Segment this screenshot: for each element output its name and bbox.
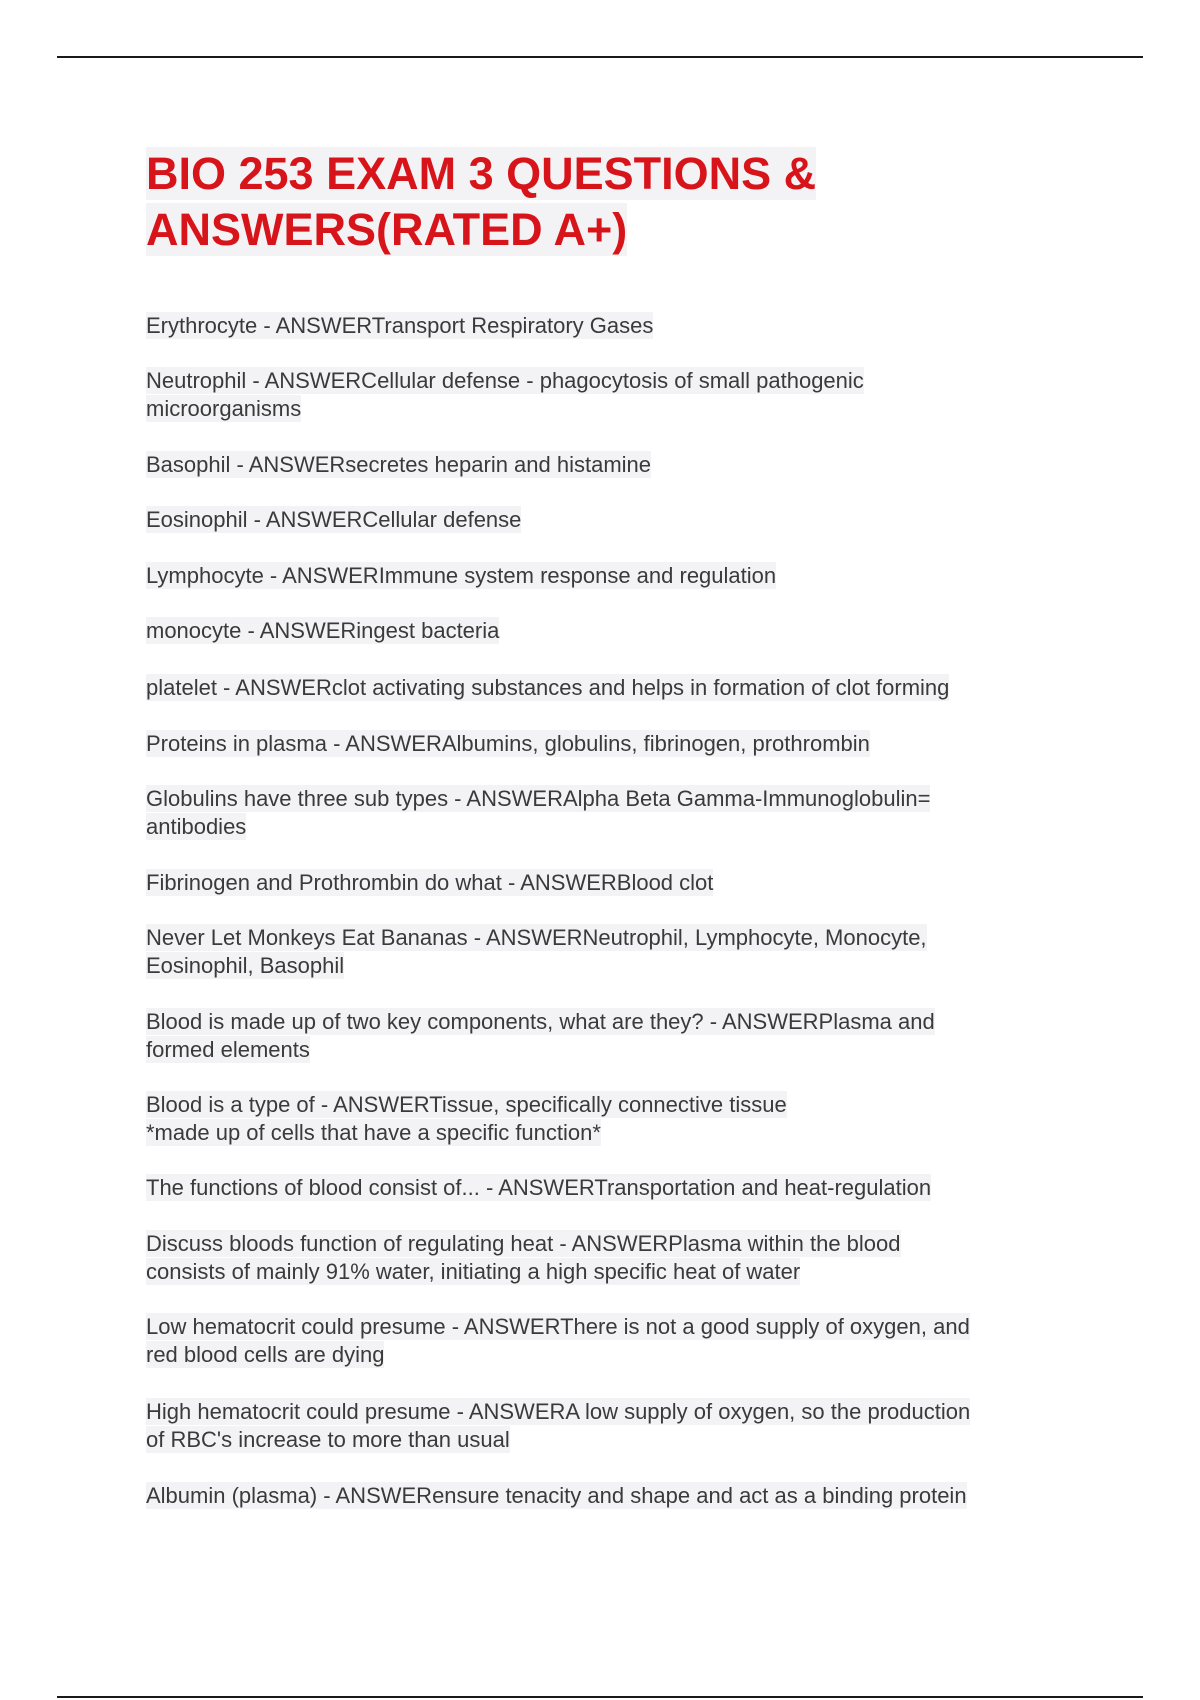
qa-line: consists of mainly 91% water, initiating a high specific heat of water bbox=[146, 1259, 801, 1284]
qa-line: Low hematocrit could presume - ANSWERThere is not a good supply of oxygen, and bbox=[146, 1314, 970, 1339]
qa-item-blood-functions bbox=[146, 1174, 1076, 1202]
qa-line: Albumin (plasma) - ANSWERensure tenacity and shape and act as a binding protein bbox=[146, 1483, 967, 1508]
qa-line: of RBC's increase to more than usual bbox=[146, 1427, 510, 1452]
qa-line: Never Let Monkeys Eat Bananas - ANSWERNeutrophil, Lymphocyte, Monocyte, bbox=[146, 925, 927, 950]
qa-line: Basophil - ANSWERsecretes heparin and histamine bbox=[146, 452, 652, 477]
qa-line: The functions of blood consist of... - ANSWERTransportation and heat-regulation bbox=[146, 1175, 932, 1200]
qa-line: antibodies bbox=[146, 814, 247, 839]
qa-item-lymphocyte bbox=[146, 562, 1076, 590]
qa-item-neutrophil bbox=[146, 367, 1076, 423]
qa-item-proteins-in-plasma bbox=[146, 730, 1076, 758]
top-rule bbox=[57, 56, 1143, 58]
qa-line: Proteins in plasma - ANSWERAlbumins, globulins, fibrinogen, prothrombin bbox=[146, 731, 870, 756]
qa-line: Globulins have three sub types - ANSWERAlpha Beta Gamma-Immunoglobulin= bbox=[146, 786, 931, 811]
qa-item-blood-type-of bbox=[146, 1091, 1076, 1147]
qa-item-globulins bbox=[146, 785, 1076, 841]
qa-item-regulating-heat bbox=[146, 1230, 1076, 1286]
qa-item-fibrinogen-prothrombin bbox=[146, 869, 1076, 897]
qa-line: Eosinophil, Basophil bbox=[146, 953, 345, 978]
title-line-1: BIO 253 EXAM 3 QUESTIONS & bbox=[146, 148, 817, 199]
qa-line: High hematocrit could presume - ANSWERA low supply of oxygen, so the production bbox=[146, 1399, 971, 1424]
qa-item-eosinophil bbox=[146, 506, 1076, 534]
qa-line: monocyte - ANSWERingest bacteria bbox=[146, 618, 500, 643]
qa-line: Blood is a type of - ANSWERTissue, specifically connective tissue bbox=[146, 1092, 787, 1117]
qa-item-monocyte bbox=[146, 617, 1076, 645]
qa-line: Lymphocyte - ANSWERImmune system response and regulation bbox=[146, 563, 777, 588]
qa-line: formed elements bbox=[146, 1037, 310, 1062]
qa-line: Discuss bloods function of regulating heat - ANSWERPlasma within the blood bbox=[146, 1231, 901, 1256]
qa-item-mnemonic bbox=[146, 924, 1076, 980]
qa-item-platelet bbox=[146, 674, 1076, 702]
qa-item-low-hematocrit bbox=[146, 1313, 1076, 1369]
qa-line: Blood is made up of two key components, what are they? - ANSWERPlasma and bbox=[146, 1009, 935, 1034]
title-line-2: ANSWERS(RATED A+) bbox=[146, 204, 628, 255]
qa-line: microorganisms bbox=[146, 396, 302, 421]
qa-item-albumin bbox=[146, 1482, 1076, 1510]
bottom-rule bbox=[57, 1696, 1143, 1698]
qa-item-high-hematocrit bbox=[146, 1398, 1076, 1454]
qa-line: platelet - ANSWERclot activating substances and helps in formation of clot forming bbox=[146, 675, 950, 700]
qa-item-erythrocyte bbox=[146, 312, 1076, 340]
qa-item-basophil bbox=[146, 451, 1076, 479]
qa-line: red blood cells are dying bbox=[146, 1342, 385, 1367]
qa-line: Fibrinogen and Prothrombin do what - ANSWERBlood clot bbox=[146, 870, 714, 895]
qa-line: Eosinophil - ANSWERCellular defense bbox=[146, 507, 522, 532]
qa-item-blood-components bbox=[146, 1008, 1076, 1064]
qa-line: Neutrophil - ANSWERCellular defense - phagocytosis of small pathogenic bbox=[146, 368, 864, 393]
qa-line: *made up of cells that have a specific function* bbox=[146, 1120, 601, 1145]
qa-line: Erythrocyte - ANSWERTransport Respiratory Gases bbox=[146, 313, 654, 338]
document-title bbox=[146, 146, 1106, 258]
